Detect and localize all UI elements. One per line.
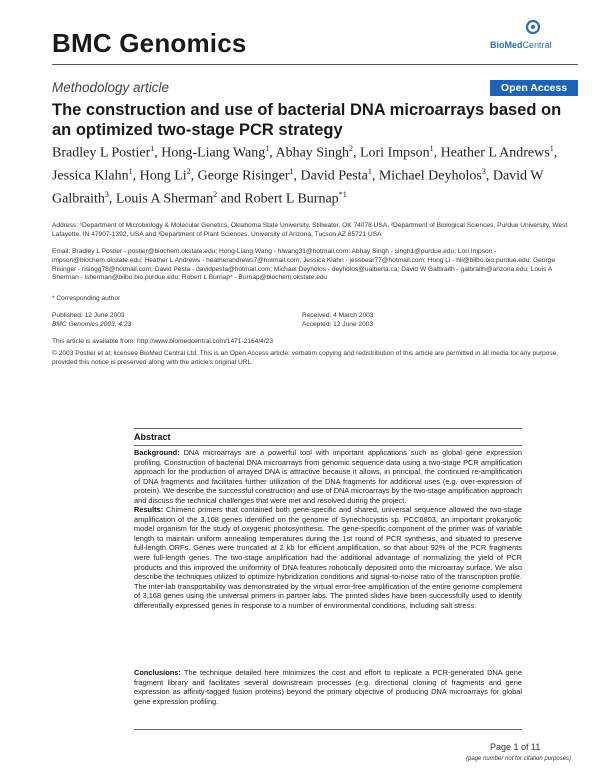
accepted-date: Accepted: 12 June 2003 [302, 320, 374, 328]
availability-link[interactable]: This article is available from: http://www.biomedcentral.com/1471-2164/4/23 [52, 338, 273, 345]
background-label: Background: [134, 448, 180, 457]
author-affiliation: 2 [213, 190, 218, 200]
copyright-notice: © 2003 Postier et al; licensee BioMed Central Ltd. This is an Open Access article: verbatim copying and redistribution of this article are permitted in all media for any purpose, provided this notice is preserved along with the article's original URL. [52, 350, 559, 366]
background-text: DNA microarrays are a powerful tool with important applications such as global gene expression profiling. Construction of bacterial DNA microarrays from genomic sequence data using a two-stage PCR amplification approach for the production of arrayed DNA is attractive because it allows, in principal, the continued re-amplification of DNA fragments and facilitates further utilization of the DNA fragments for additional uses (e.g. over-expression of protein). We describe the successful construction and use of DNA microarrays by the two-stage amplification approach and discuss the technical challenges that were met and resolved during the project. [134, 448, 522, 505]
author-name: Robert L Burnap [244, 191, 339, 207]
author-name: Michael Deyholos [378, 168, 482, 184]
biomed-central-logo [490, 18, 578, 58]
author-affiliation: 3 [481, 167, 486, 177]
author-affiliation: 1 [150, 144, 155, 153]
abstract-top-rule [134, 428, 522, 429]
conclusions-label: Conclusions: [134, 668, 181, 677]
author-affiliation: 2 [186, 167, 191, 177]
author-affiliation: 1 [367, 167, 372, 177]
author-name: Hong Li [139, 168, 187, 184]
received-accepted-info [302, 312, 532, 330]
author-affiliation: 1 [429, 144, 434, 153]
author-name: Heather L Andrews [440, 145, 550, 161]
author-name: Jessica Klahn [52, 168, 129, 184]
article-type: Methodology article [52, 80, 170, 95]
author-affiliation: 3 [104, 190, 109, 200]
abstract-results [134, 505, 522, 611]
published-date: Published: 12 June 2003 [52, 312, 125, 319]
author-affiliation: 2 [348, 144, 353, 153]
abstract-bottom-rule [134, 729, 522, 730]
article-title: The construction and use of bacterial DNA microarrays based on an optimized two-stage PCR strategy [52, 101, 562, 139]
abstract-heading-rule [134, 445, 522, 446]
results-text: Chimeric primers that contained both gene-specific and shared, universal sequence allowed the two-stage amplification of the 3,168 genes identified on the genome of Synechocystis sp. PCC6803, an important prokaryotic model organism for the study of oxygenic photosynthesis. The gene-specific component of the primer was of variable length to maintain uniform annealing temperatures during the 1st round of PCR synthesis, and situated to preserve full-length ORFs. Genes were truncated at 2 kb for efficient amplification, so that about 92% of the PCR fragments were full-length genes. The two-stage amplification had the additional advantage of normalizing the yield of PCR products and this improved the uniformity of DNA features robotically deposited onto the microarray surface. We also describe the techniques utilized to optimize hybridization conditions and signal-to-noise ratio of the transcription profile. The inter-lab transportability was demonstrated by the virtual error-free amplification of the entire genome complement of 3,168 genes using the universal primers in partner labs. The printed slides have been successfully used to identify differentially expressed genes in response to a number of environmental conditions, including salt stress. [134, 505, 522, 610]
author-affiliation: 1 [289, 167, 294, 177]
author-affiliation: *1 [338, 190, 347, 200]
page-number: Page 1 of 11 [490, 742, 541, 752]
publication-info [52, 312, 282, 330]
abstract-heading: Abstract [134, 432, 171, 442]
author-emails: Email: Bradley L Postier - postier@biochem.okstate.edu; Hong-Liang Wang - hlwang31@hotmail.com; Abhay Singh - singh1@purdue.edu; Lori Impson - impson@biochem.okstate.edu; Heather L Andrews - heatherandrews7@hotmail.com; Jessica Klahn - jessbear77@hotmail.com; Hong Li - hli@bilbo.bio.purdue.edu; George Risinger - risingg78@hotmail.com; David Pesta - davidpesta@hotmail.com; Michael Deyholos - deyholos@ualberta.ca; David W Galbraith - galbraith@arizona.edu; Louis A Sherman - lsherman@bilbo.bio.purdue.edu; Robert L Burnap* - Burnap@biochem.okstate.edu [52, 248, 556, 282]
author-affiliation: 1 [128, 167, 133, 177]
open-access-badge: Open Access [490, 80, 578, 96]
header-rule [52, 64, 578, 65]
abstract-section [134, 428, 522, 730]
citation: BMC Genomics 2003, 4:23 [52, 320, 132, 328]
author-name: George Risinger [197, 168, 290, 184]
author-name: Lori Impson [359, 145, 430, 161]
abstract-conclusions [134, 668, 522, 706]
received-date: Received: 4 March 2003 [302, 312, 374, 319]
journal-title: BMC Genomics [52, 28, 247, 58]
author-affiliation: 1 [265, 144, 270, 153]
biomed-logo-text: BioMedCentral [490, 40, 552, 50]
author-name: Bradley L Postier [52, 145, 151, 161]
author-list: Bradley L Postier$^1$, Hong-Liang Wang$^1$, Abhay Singh$^2$, Lori Impson$^1$, Heather L Andrews$^1$, Jessica Klahn$^1$, Hong Li$^2$, George Risinger$^1$, David Pesta$^1$, Michael Deyholos$^3$, David W Galbraith$^3$, Louis A Sherman$^2$ and Robert L Burnap$^{*1}$ [52, 144, 558, 207]
author-name: Abhay Singh [275, 145, 349, 161]
author-address: Address: ¹Department of Microbiology & Molecular Genetics, Oklahoma State University, Stillwater, OK 74078 USA, ²Department of Biological Sciences, Purdue University, West Lafayette, IN 47907-1392, USA and ³Department of Plant Sciences, University of Arizona, Tucson AZ 85721 USA [52, 222, 568, 238]
biomed-logo-icon [524, 18, 542, 36]
author-affiliation: 1 [549, 144, 554, 153]
page-number-note: (page number not for citation purposes) [466, 756, 572, 762]
abstract-background [134, 448, 522, 506]
corresponding-author-note: * Corresponding author [52, 295, 121, 302]
conclusions-text: The technique detailed here minimizes the cost and effort to replicate a PCR-generated DNA gene fragment library and facilitates several downstream processes (e.g. directional cloning of fragments and gene expression as affinity-tagged fusion proteins) beyond the primary objective of producing DNA microarrays for global gene expression profiling. [134, 668, 523, 706]
author-name: David W Galbraith [52, 168, 544, 207]
author-name: David Pesta [300, 168, 368, 184]
author-name: Hong-Liang Wang [161, 145, 266, 161]
results-label: Results: [134, 505, 164, 514]
author-name: Louis A Sherman [115, 191, 214, 207]
